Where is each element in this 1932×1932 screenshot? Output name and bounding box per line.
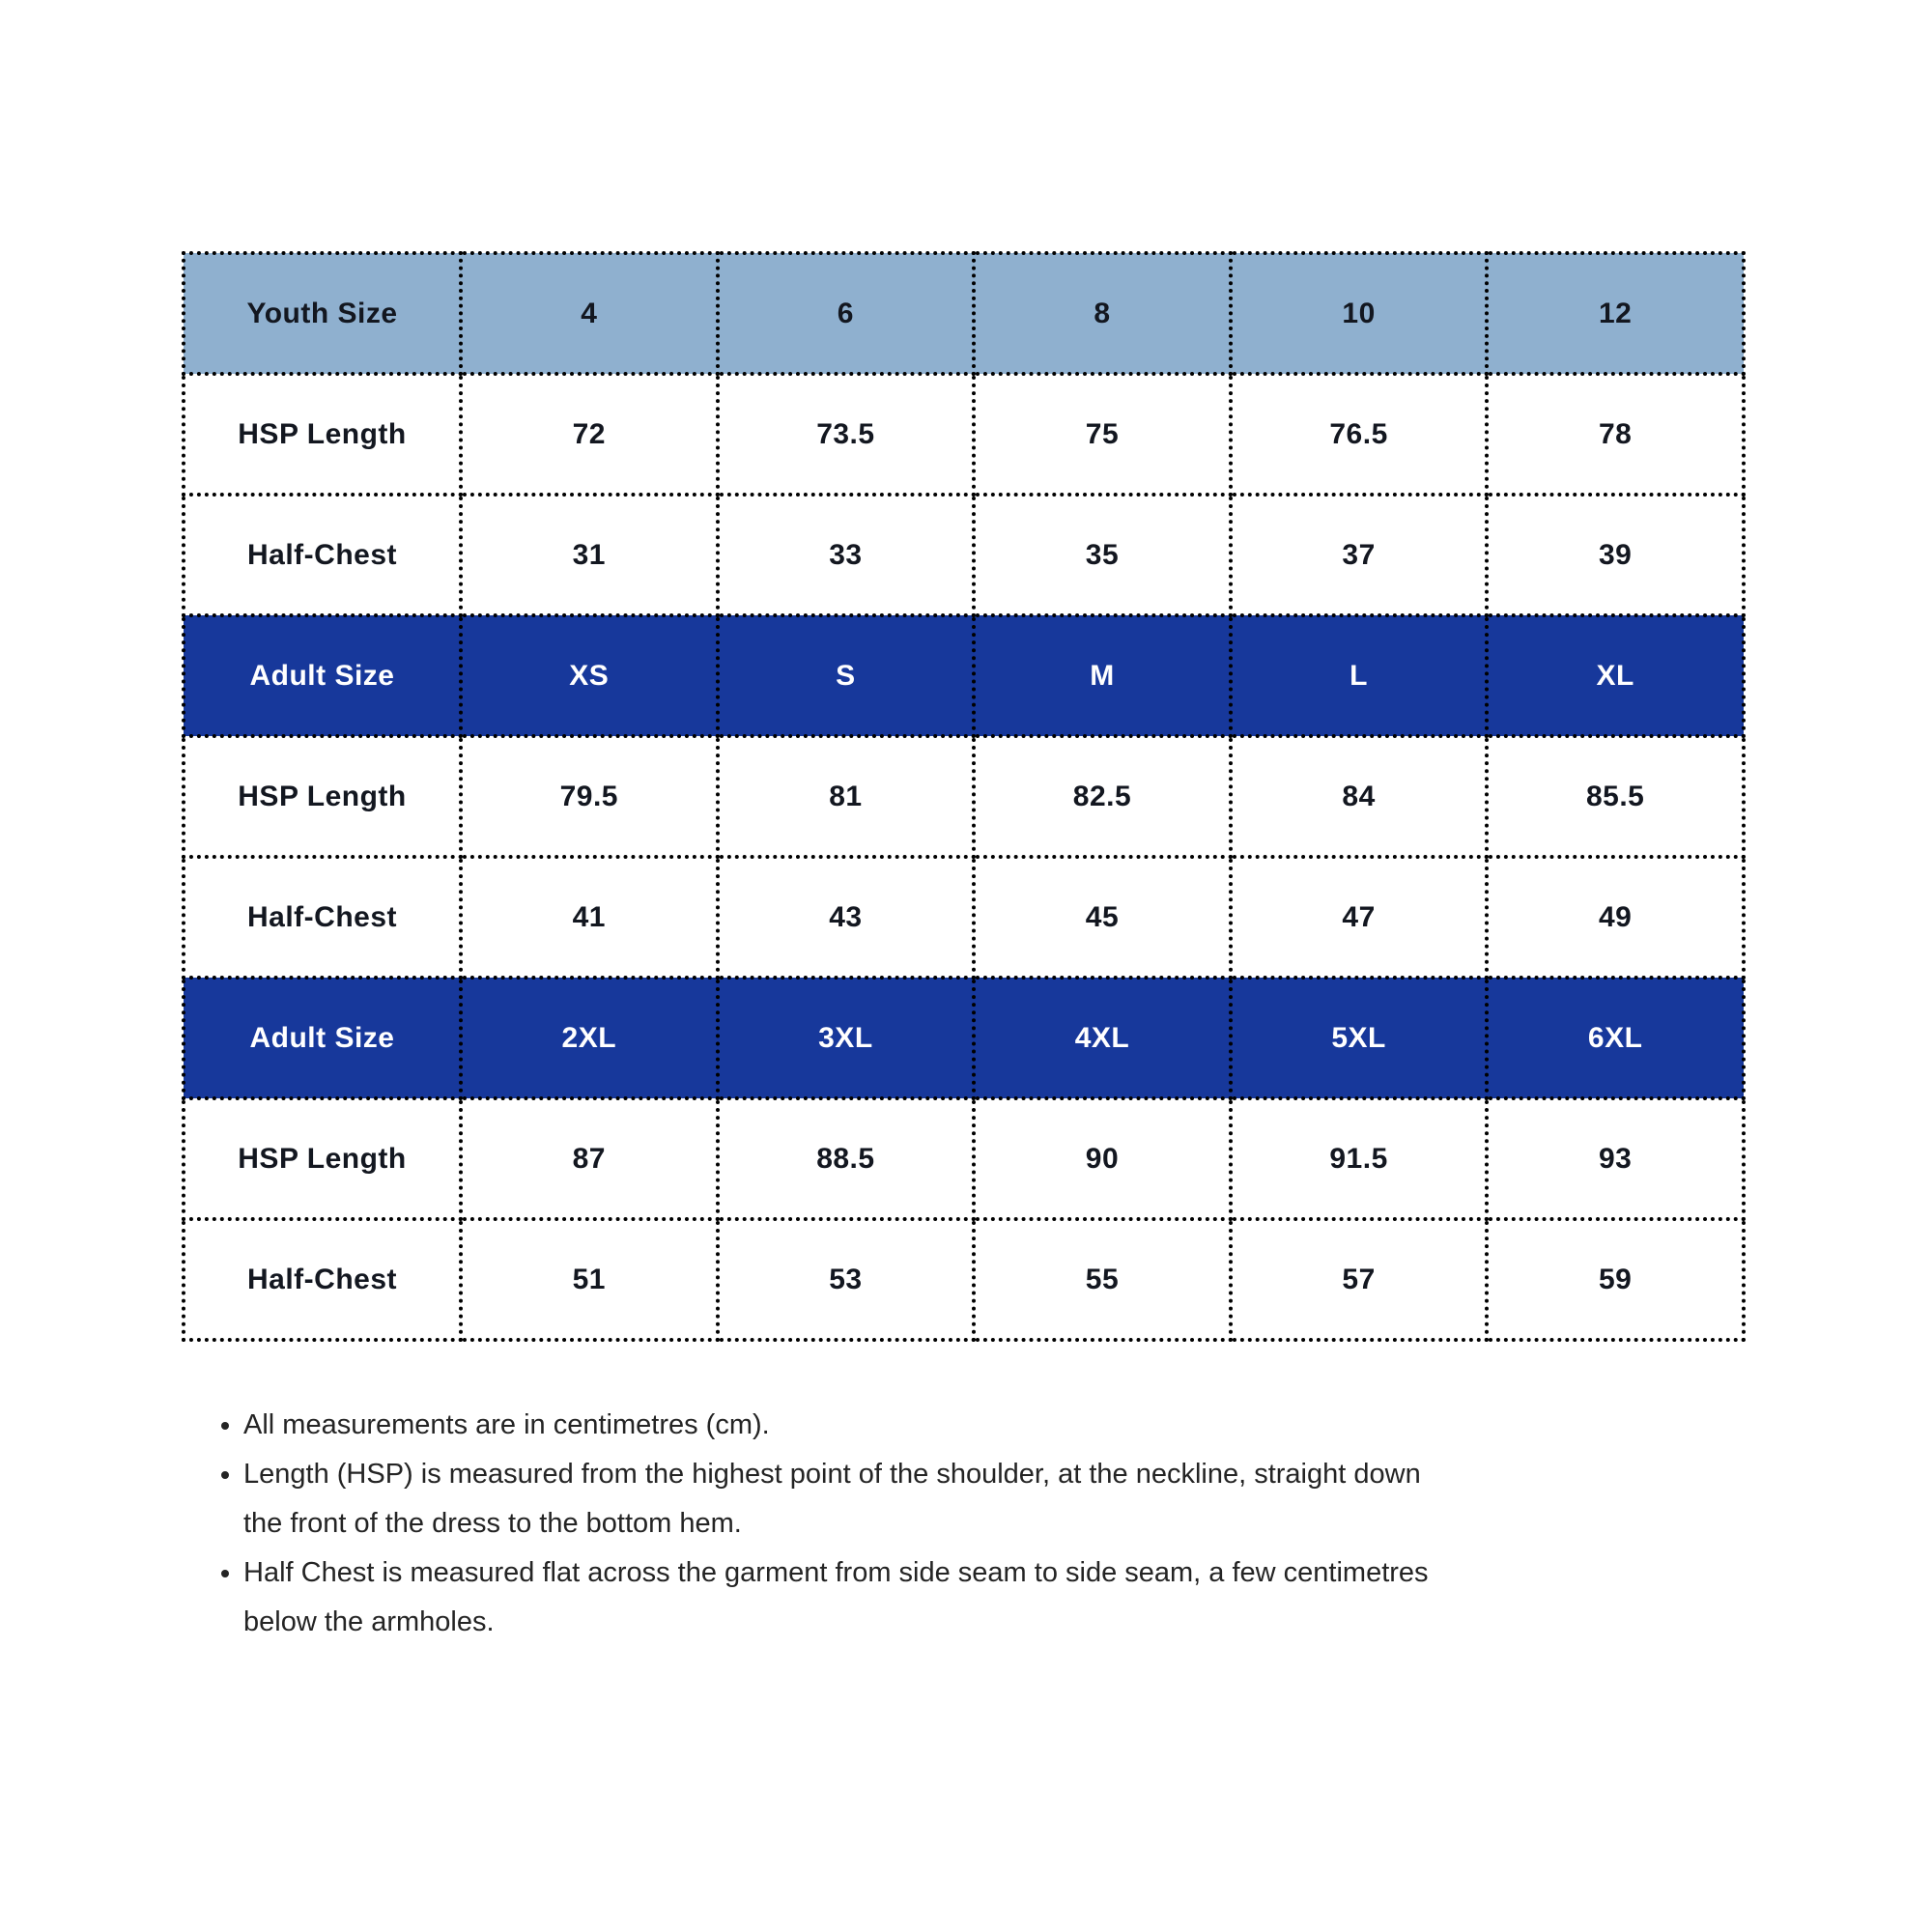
note-line: the front of the dress to the bottom hem.	[243, 1508, 742, 1539]
row-label: HSP Length	[184, 1098, 461, 1219]
measurement-cell: 91.5	[1231, 1098, 1488, 1219]
measurement-cell: 82.5	[974, 736, 1231, 857]
youth-size-value: 8	[974, 253, 1231, 374]
adult-size-header-label: Adult Size	[184, 978, 461, 1098]
adult-size-value: 6XL	[1487, 978, 1744, 1098]
measurement-cell: 72	[461, 374, 718, 495]
measurement-cell: 41	[461, 857, 718, 978]
measurement-cell: 78	[1487, 374, 1744, 495]
youth-size-value: 10	[1231, 253, 1488, 374]
measurement-cell: 35	[974, 495, 1231, 615]
adult-size-value: 4XL	[974, 978, 1231, 1098]
measurement-cell: 88.5	[718, 1098, 975, 1219]
note-item	[243, 1548, 1727, 1647]
measurement-cell: 57	[1231, 1219, 1488, 1340]
measurement-cell: 84	[1231, 736, 1488, 857]
adult-size-value: 5XL	[1231, 978, 1488, 1098]
adult-size-value: S	[718, 615, 975, 736]
measurement-notes	[182, 1401, 1727, 1647]
measurement-cell: 45	[974, 857, 1231, 978]
measurement-cell: 79.5	[461, 736, 718, 857]
youth-size-value: 6	[718, 253, 975, 374]
measurement-cell: 93	[1487, 1098, 1744, 1219]
measurement-cell: 59	[1487, 1219, 1744, 1340]
measurement-cell: 81	[718, 736, 975, 857]
row-label: Half-Chest	[184, 857, 461, 978]
measurement-cell: 47	[1231, 857, 1488, 978]
measurement-cell: 37	[1231, 495, 1488, 615]
measurement-cell: 87	[461, 1098, 718, 1219]
note-line: • Half Chest is measured flat across the garment from side seam to side seam, a few centimetres	[243, 1557, 1429, 1588]
measurement-cell: 75	[974, 374, 1231, 495]
row-label: Half-Chest	[184, 1219, 461, 1340]
half-chest-row	[184, 857, 1744, 978]
youth-size-header-label: Youth Size	[184, 253, 461, 374]
adult-size-header-row-2	[184, 978, 1744, 1098]
measurement-cell: 73.5	[718, 374, 975, 495]
adult-size-value: L	[1231, 615, 1488, 736]
adult-size-header-row-1	[184, 615, 1744, 736]
note-line: • Length (HSP) is measured from the highest point of the shoulder, at the neckline, straight down	[243, 1459, 1421, 1490]
note-item	[243, 1401, 1727, 1450]
note-item	[243, 1450, 1727, 1548]
measurement-cell: 51	[461, 1219, 718, 1340]
youth-size-value: 12	[1487, 253, 1744, 374]
measurement-cell: 33	[718, 495, 975, 615]
measurement-cell: 53	[718, 1219, 975, 1340]
adult-size-value: XL	[1487, 615, 1744, 736]
measurement-cell: 49	[1487, 857, 1744, 978]
adult-size-value: 2XL	[461, 978, 718, 1098]
youth-size-header-row	[184, 253, 1744, 374]
adult-size-header-label: Adult Size	[184, 615, 461, 736]
adult-size-value: M	[974, 615, 1231, 736]
measurement-cell: 31	[461, 495, 718, 615]
measurement-cell: 39	[1487, 495, 1744, 615]
measurement-cell: 90	[974, 1098, 1231, 1219]
note-line: below the armholes.	[243, 1606, 495, 1637]
size-table	[182, 251, 1746, 1342]
adult-size-value: 3XL	[718, 978, 975, 1098]
hsp-length-row	[184, 736, 1744, 857]
adult-size-value: XS	[461, 615, 718, 736]
row-label: HSP Length	[184, 374, 461, 495]
hsp-length-row	[184, 1098, 1744, 1219]
measurement-cell: 76.5	[1231, 374, 1488, 495]
half-chest-row	[184, 1219, 1744, 1340]
measurement-cell: 85.5	[1487, 736, 1744, 857]
measurement-cell: 43	[718, 857, 975, 978]
row-label: Half-Chest	[184, 495, 461, 615]
hsp-length-row	[184, 374, 1744, 495]
half-chest-row	[184, 495, 1744, 615]
row-label: HSP Length	[184, 736, 461, 857]
youth-size-value: 4	[461, 253, 718, 374]
measurement-cell: 55	[974, 1219, 1231, 1340]
note-line: • All measurements are in centimetres (cm).	[243, 1409, 770, 1440]
